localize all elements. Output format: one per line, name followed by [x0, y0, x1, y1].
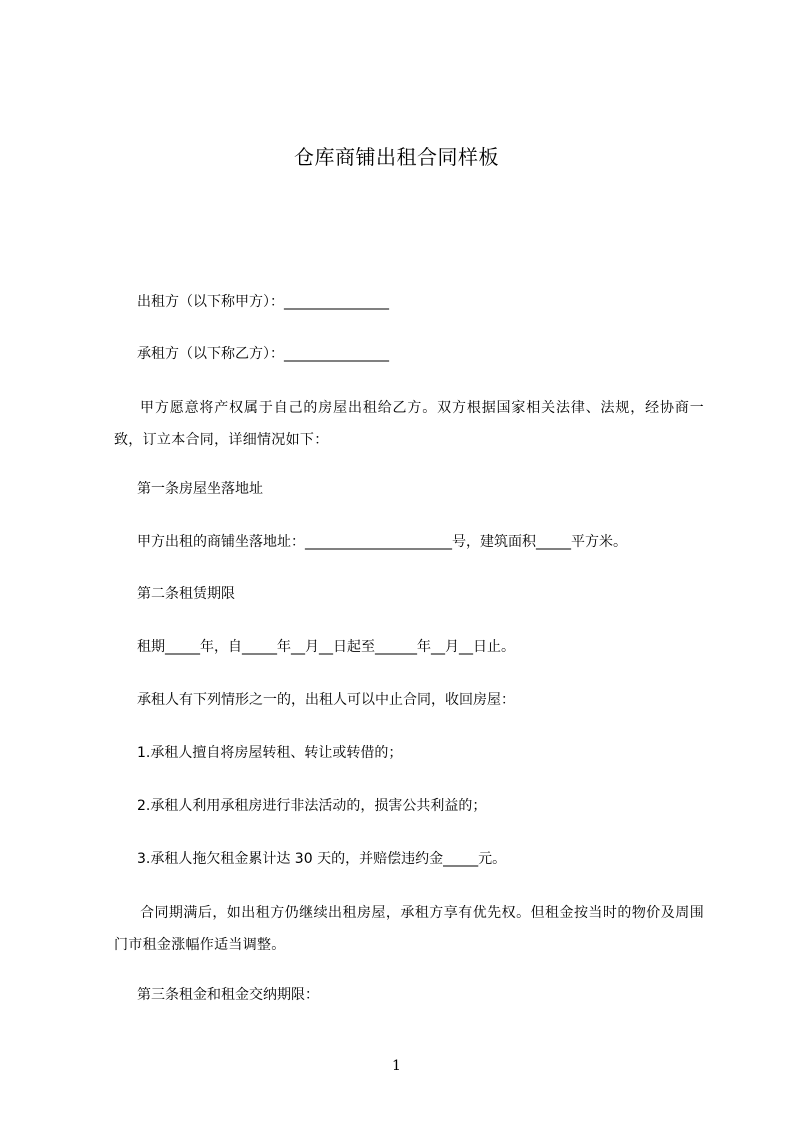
termination-intro: 承租人有下列情形之一的，出租人可以中止合同，收回房屋：	[137, 692, 515, 708]
renewal-paragraph: 合同期满后，如出租方仍继续出租房屋，承租方享有优先权。但租金按当时的物价及周围门市租金涨幅作适当调整。	[114, 905, 704, 953]
article2-term: 租期_____年，自_____年__月__日起至______年__月__日止。	[137, 639, 515, 655]
article1-address: 甲方出租的商铺坐落地址：_____________________号，建筑面积_____平方米。	[137, 534, 627, 550]
page-number: 1	[392, 1058, 401, 1074]
lessor-line: 出租方（以下称甲方）：_______________	[137, 294, 389, 310]
termination-item: 2.承租人利用承租房进行非法活动的，损害公共利益的；	[137, 798, 487, 814]
article2-heading: 第二条租赁期限	[137, 586, 235, 602]
termination-item: 1.承租人擅自将房屋转租、转让或转借的；	[137, 745, 403, 761]
document-title: 仓库商铺出租合同样板	[294, 145, 499, 169]
intro-paragraph: 甲方愿意将产权属于自己的房屋出租给乙方。双方根据国家相关法律、法规，经协商一致，订立本合同，详细情况如下：	[114, 400, 704, 448]
article1-heading: 第一条房屋坐落地址	[137, 481, 263, 497]
article3-heading: 第三条租金和租金交纳期限：	[137, 987, 319, 1003]
termination-item: 3.承租人拖欠租金累计达 30 天的，并赔偿违约金_____元。	[137, 851, 507, 867]
lessee-line: 承租方（以下称乙方）：_______________	[137, 346, 389, 362]
